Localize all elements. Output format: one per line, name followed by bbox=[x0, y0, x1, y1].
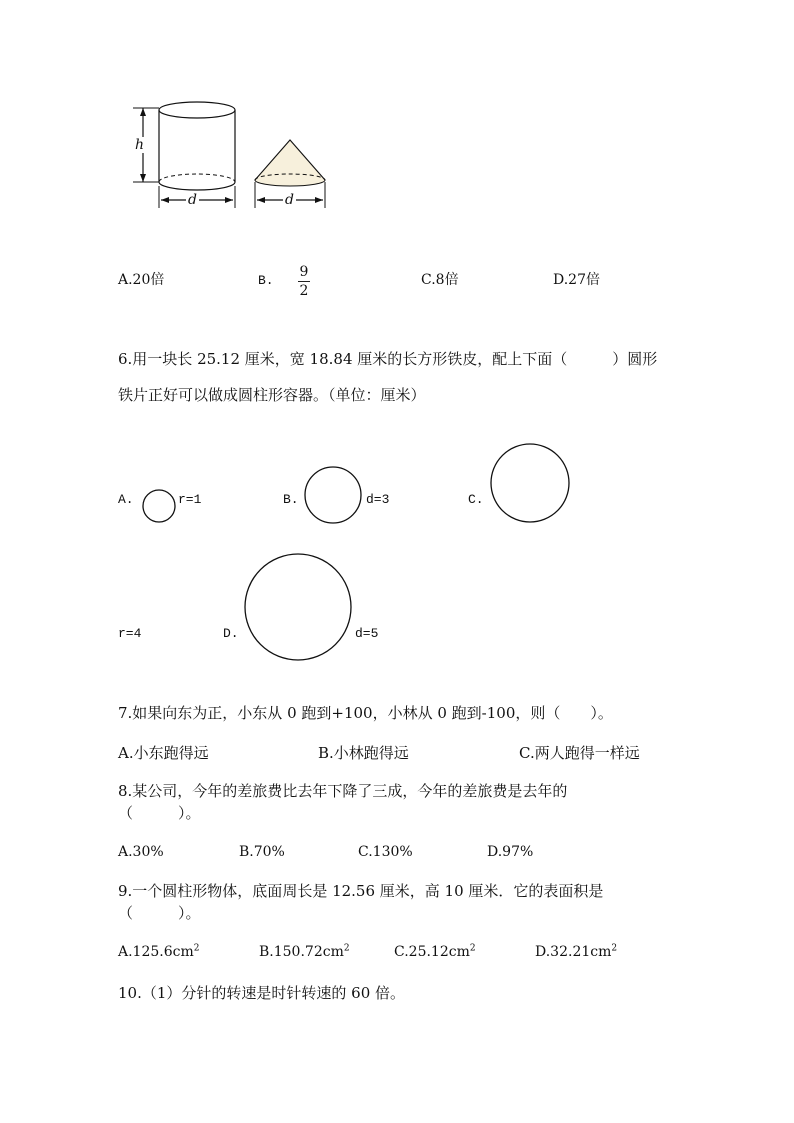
fraction-numerator: 9 bbox=[299, 264, 309, 280]
q5-option-b-fraction bbox=[298, 264, 310, 299]
q7-stem: 7.如果向东为正，小东从 0 跑到+100，小林从 0 跑到-100，则（ ）。 bbox=[118, 704, 613, 722]
q5-option-a[interactable]: A.20倍 bbox=[118, 272, 165, 288]
q8-option-b[interactable]: B.70% bbox=[239, 844, 285, 860]
q6-option-a-circle bbox=[142, 489, 178, 525]
cylinder-diameter-label: d bbox=[188, 192, 197, 208]
q6-option-b-label[interactable]: B. bbox=[283, 492, 299, 507]
unit-exponent: 2 bbox=[611, 943, 618, 954]
unit-exponent: 2 bbox=[193, 943, 200, 954]
q9-option-d-value: D.32.21 bbox=[535, 944, 591, 960]
q9-option-a[interactable] bbox=[118, 942, 200, 962]
q9-stem-line1: 9.一个圆柱形物体，底面周长是 12.56 厘米，高 10 厘米．它的表面积是 bbox=[118, 882, 604, 900]
fraction-denominator: 2 bbox=[299, 283, 309, 299]
q9-option-a-value: A.125.6 bbox=[118, 944, 173, 960]
q8-option-a[interactable]: A.30% bbox=[118, 844, 164, 860]
q6-option-d-label[interactable]: D. bbox=[223, 626, 239, 641]
q6-option-d-value: d=5 bbox=[355, 626, 379, 641]
q6-stem-line1: 6.用一块长 25.12 厘米，宽 18.84 厘米的长方形铁皮，配上下面（ ）圆形 bbox=[118, 350, 658, 368]
q5-option-d[interactable]: D.27倍 bbox=[553, 272, 600, 288]
fraction-bar bbox=[298, 281, 310, 282]
q9-option-b[interactable] bbox=[259, 942, 350, 962]
q8-option-d[interactable]: D.97% bbox=[487, 844, 534, 860]
unit: cm bbox=[590, 944, 612, 960]
q7-option-b[interactable]: B.小林跑得远 bbox=[318, 744, 409, 762]
unit-exponent: 2 bbox=[343, 943, 350, 954]
q7-option-c[interactable]: C.两人跑得一样远 bbox=[519, 744, 640, 762]
q5-option-b-label[interactable]: B. bbox=[258, 273, 274, 288]
unit: cm bbox=[172, 944, 194, 960]
q5-option-c[interactable]: C.8倍 bbox=[421, 272, 459, 288]
q6-option-c-label[interactable]: C. bbox=[468, 492, 484, 507]
q8-stem-line2: （ ）。 bbox=[118, 804, 201, 822]
q6-stem-line2: 铁片正好可以做成圆柱形容器。（单位：厘米） bbox=[118, 386, 426, 404]
q10-stem: 10.（1）分针的转速是时针转速的 60 倍。 bbox=[118, 984, 406, 1002]
q6-option-c-circle bbox=[490, 443, 572, 525]
q9-option-b-value: B.150.72 bbox=[259, 944, 323, 960]
q6-option-d-circle bbox=[244, 553, 354, 663]
q6-option-b-value: d=3 bbox=[366, 492, 390, 507]
q9-option-d[interactable] bbox=[535, 942, 617, 962]
q8-option-c[interactable]: C.130% bbox=[358, 844, 413, 860]
q6-option-b-circle bbox=[304, 466, 364, 526]
q7-option-a[interactable]: A.小东跑得远 bbox=[118, 744, 209, 762]
unit-exponent: 2 bbox=[469, 943, 476, 954]
q6-option-a-label[interactable]: A. bbox=[118, 492, 134, 507]
q9-option-c[interactable] bbox=[394, 942, 476, 962]
q8-stem-line1: 8.某公司，今年的差旅费比去年下降了三成，今年的差旅费是去年的 bbox=[118, 782, 568, 800]
q6-option-c-value: r=4 bbox=[118, 626, 142, 641]
unit: cm bbox=[448, 944, 470, 960]
cone-diameter-label: d bbox=[285, 192, 294, 208]
cylinder-height-label: h bbox=[135, 137, 145, 153]
q9-option-c-value: C.25.12 bbox=[394, 944, 449, 960]
cylinder-figure bbox=[125, 100, 245, 210]
q9-stem-line2: （ ）。 bbox=[118, 904, 201, 922]
q6-option-a-value: r=1 bbox=[178, 492, 202, 507]
unit: cm bbox=[322, 944, 344, 960]
